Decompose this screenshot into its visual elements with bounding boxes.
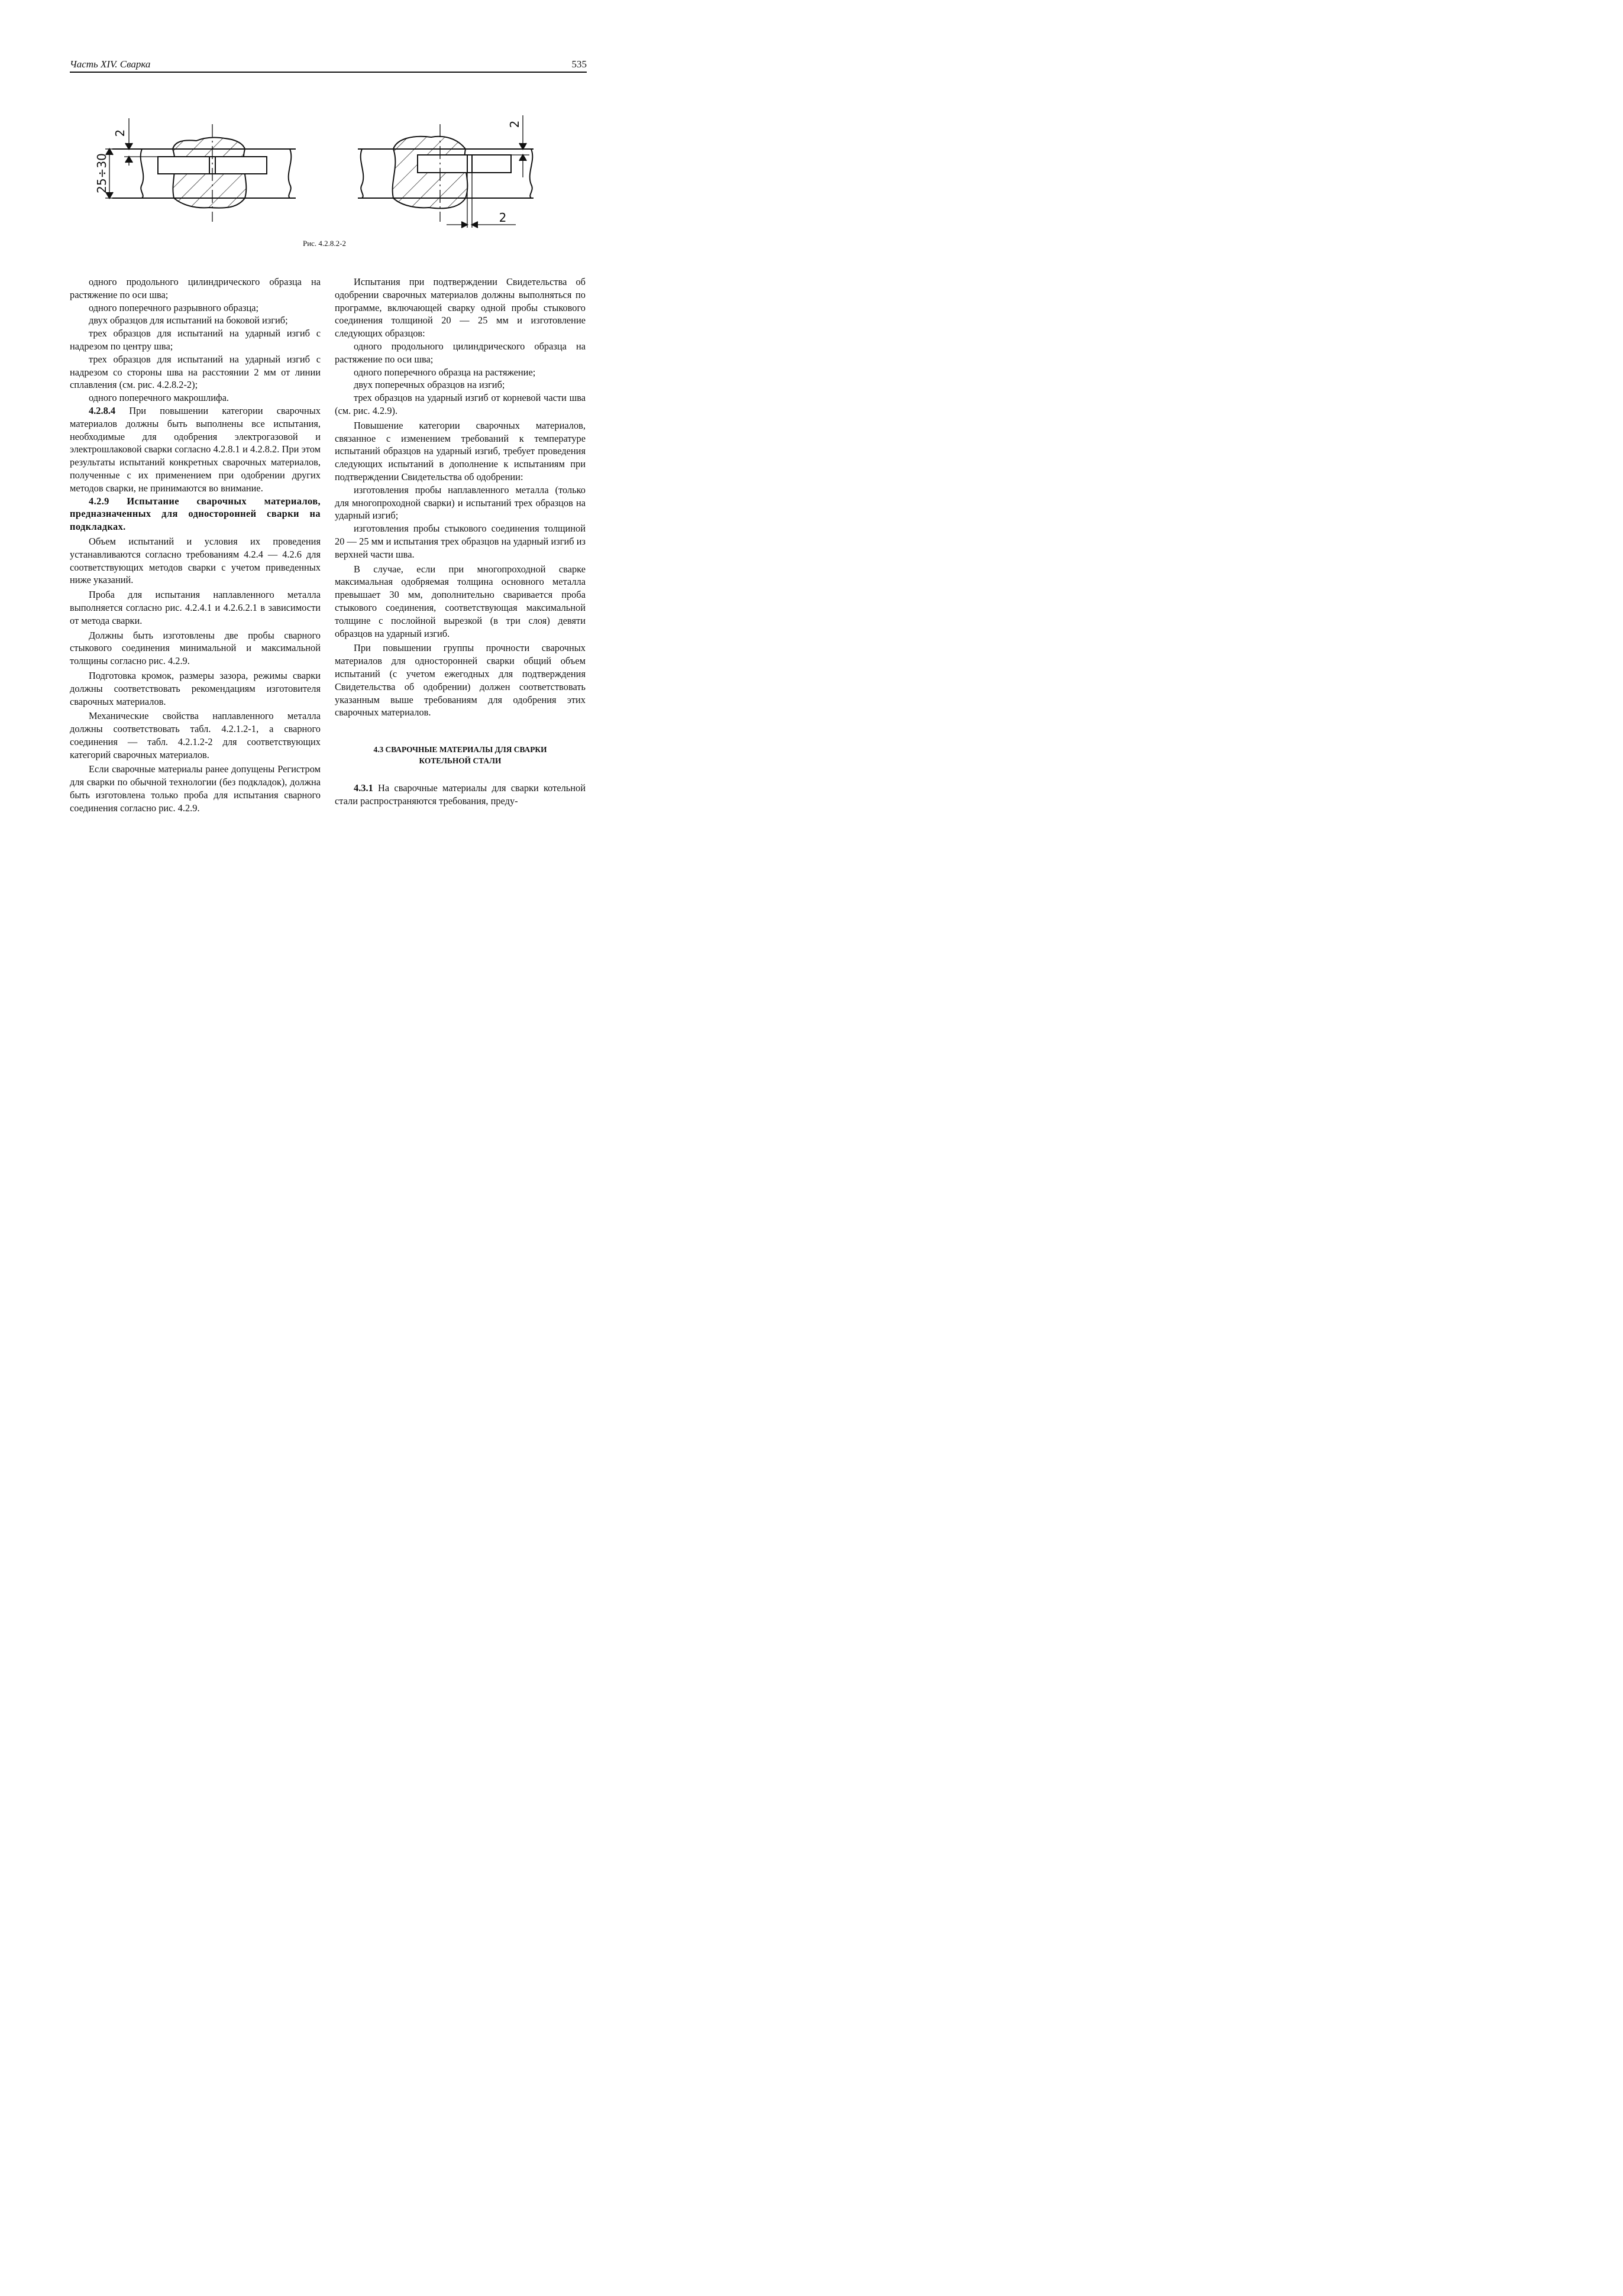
paragraph: трех образцов для испытаний на ударный изгиб с надрезом со стороны шва на расстоянии 2 мм от линии сплавления (см. рис. 4.2.8.2-2); xyxy=(70,353,321,391)
paragraph: трех образцов для испытаний на ударный изгиб с надрезом по центру шва; xyxy=(70,328,321,352)
paragraph: Повышение категории сварочных материалов, связанное с изменением требований к температуре испытаний образцов на ударный изгиб, требует проведения следующих испытаний в дополнение к испытаниям при подтверждении Свидетельства об одобрении: xyxy=(335,419,586,482)
paragraph: Подготовка кромок, размеры зазора, режимы сварки должны соответствовать рекомендациям изготовителя сварочных материалов. xyxy=(70,669,321,707)
section-title xyxy=(335,744,586,766)
left-column xyxy=(70,276,321,815)
figure-caption: Рис. 4.2.8.2-2 xyxy=(302,239,347,248)
paragraph: Объем испытаний и условия их проведения устанавливаются согласно требованиям 4.2.4 — 4.2.6 для соответствующих методов сварки с учетом приведенных ниже указаний. xyxy=(70,535,321,586)
dim-left-side: 25÷30 xyxy=(95,153,109,193)
right-column xyxy=(335,276,586,808)
dim-left-top: 2 xyxy=(113,129,127,137)
paragraph: одного продольного цилиндрического образца на растяжение по оси шва; xyxy=(70,276,321,300)
paragraph: трех образцов на ударный изгиб от корневой части шва (см. рис. 4.2.9). xyxy=(335,392,586,416)
clause-number: 4.3.1 xyxy=(354,782,373,794)
paragraph: Должны быть изготовлены две пробы сварного стыкового соединения минимальной и максимальной толщины согласно рис. 4.2.9. xyxy=(70,629,321,667)
paragraph: одного продольного цилиндрического образца на растяжение по оси шва; xyxy=(335,340,586,365)
clause-number: 4.2.8.4 xyxy=(89,404,116,416)
clause-text: При повышении категории сварочных материалов должны быть выполнены все испытания, необходимые для одобрения электрогазовой и электрошлаковой сварки согласно 4.2.8.1 и 4.2.8.2. При этом результаты испытаний конкретных сварочных материалов, полученные с их применением при одобрении других методов сварки, не принимаются во внимание. xyxy=(70,404,321,494)
running-header xyxy=(70,59,587,73)
page-number: 535 xyxy=(571,59,587,70)
paragraph: Механические свойства наплавленного металла должны соответствовать табл. 4.2.1.2-1, а сварного соединения — табл. 4.2.1.2-2 для соответствующих категорий сварочных материалов. xyxy=(70,710,321,760)
clause-4-2-8-4 xyxy=(70,404,321,495)
section-title-line-1: 4.3 СВАРОЧНЫЕ МАТЕРИАЛЫ ДЛЯ СВАРКИ xyxy=(373,745,547,754)
paragraph: изготовления пробы наплавленного металла (только для многопроходной сварки) и испытаний трех образцов на ударный изгиб; xyxy=(335,484,586,522)
heading-4-2-9: 4.2.9 Испытание сварочных материалов, предназначенных для односторонней сварки на подкладках. xyxy=(70,495,321,533)
clause-text: На сварочные материалы для сварки котельной стали распространяются требования, преду- xyxy=(335,782,586,807)
dim-right-top: 2 xyxy=(507,120,522,128)
paragraph: При повышении группы прочности сварочных материалов для односторонней сварки общий объем испытаний (с учетом ежегодных для подтверждения Свидетельства об одобрении) должен соответствовать указанным выше требованиям для одобрения этих сварочных материалов. xyxy=(335,642,586,718)
weld-specimen-figure xyxy=(89,106,550,237)
header-title: Часть XIV. Сварка xyxy=(70,59,151,70)
paragraph: двух поперечных образцов на изгиб; xyxy=(354,379,505,391)
section-title-line-2: КОТЕЛЬНОЙ СТАЛИ xyxy=(419,756,502,766)
paragraph: изготовления пробы стыкового соединения толщиной 20 — 25 мм и испытания трех образцов на ударный изгиб из верхней части шва. xyxy=(335,523,586,560)
paragraph: двух образцов для испытаний на боковой изгиб; xyxy=(89,315,288,326)
paragraph: одного поперечного разрывного образца; xyxy=(89,302,259,313)
paragraph: Если сварочные материалы ранее допущены Регистром для сварки по обычной технологии (без подкладок), должна быть изготовлена только проба для испытания сварного соединения согласно рис. 4.2.9. xyxy=(70,763,321,814)
paragraph: одного поперечного образца на растяжение; xyxy=(354,366,536,378)
paragraph: Испытания при подтверждении Свидетельства об одобрении сварочных материалов должны выполняться по программе, включающей сварку одной пробы стыкового соединения толщиной 20 — 25 мм и изготовление следующих образцов: xyxy=(335,276,586,339)
paragraph: Проба для испытания наплавленного металла выполняется согласно рис. 4.2.4.1 и 4.2.6.2.1 в зависимости от метода сварки. xyxy=(70,589,321,626)
clause-4-3-1 xyxy=(335,782,586,808)
dim-right-bottom: 2 xyxy=(499,211,507,225)
paragraph: В случае, если при многопроходной сварке максимальная одобряемая толщина основного металла превышает 30 мм, дополнительно сваривается проба стыкового соединения, соответствующая максимальной толщине с послойной вырезкой (в три слоя) девяти образцов на ударный изгиб. xyxy=(335,563,586,639)
paragraph: одного поперечного макрошлифа. xyxy=(89,392,229,404)
